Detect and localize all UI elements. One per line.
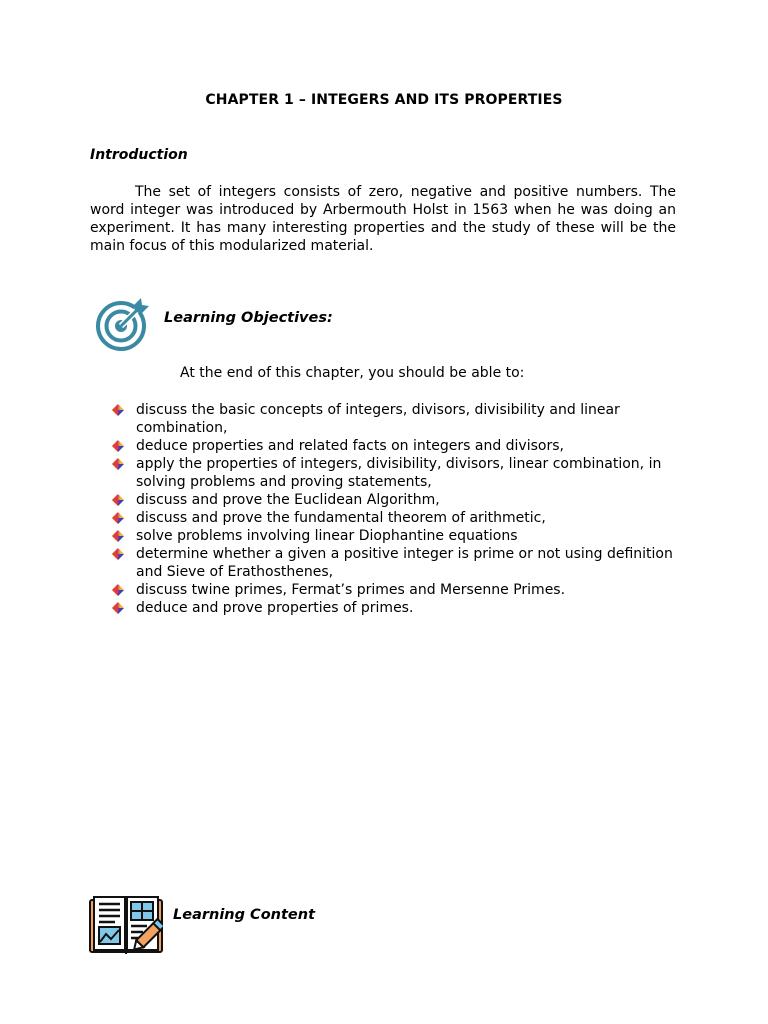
- objective-text: discuss twine primes, Fermat’s primes and Mersenne Primes.: [136, 582, 566, 598]
- objective-item: [112, 599, 682, 617]
- diamond-bullet-icon: [112, 494, 124, 506]
- objective-item: [112, 491, 682, 509]
- objective-item: [112, 545, 682, 581]
- objective-item: [112, 401, 682, 437]
- introduction-paragraph: The set of integers consists of zero, negative and positive numbers. The word integer was introduced by Arbermouth Holst in 1563 when he was doing an experiment. It has many interesting properties and the study of these will be the main focus of this modularized material.: [90, 184, 676, 254]
- objective-item: [112, 437, 682, 455]
- objective-text: apply the properties of integers, divisibility, divisors, linear combination, in solving problems and proving statements,: [136, 456, 662, 490]
- objective-text: determine whether a given a positive integer is prime or not using definition and Sieve of Erathosthenes,: [136, 546, 673, 580]
- introduction-heading: Introduction: [90, 147, 188, 163]
- diamond-bullet-icon: [112, 530, 124, 542]
- objective-item: [112, 527, 682, 545]
- diamond-bullet-icon: [112, 602, 124, 614]
- objective-item: [112, 581, 682, 599]
- diamond-bullet-icon: [112, 440, 124, 452]
- diamond-bullet-icon: [112, 404, 124, 416]
- diamond-bullet-icon: [112, 458, 124, 470]
- objective-text: deduce and prove properties of primes.: [136, 600, 414, 616]
- target-icon: [94, 297, 150, 353]
- diamond-bullet-icon: [112, 584, 124, 596]
- objectives-list: [112, 401, 682, 617]
- diamond-bullet-icon: [112, 512, 124, 524]
- chapter-title: CHAPTER 1 – INTEGERS AND ITS PROPERTIES: [205, 92, 563, 108]
- objective-item: [112, 509, 682, 527]
- learning-objectives-heading: Learning Objectives:: [164, 310, 333, 326]
- objective-text: deduce properties and related facts on integers and divisors,: [136, 438, 564, 454]
- learning-content-heading: Learning Content: [173, 907, 315, 923]
- objective-text: discuss the basic concepts of integers, divisors, divisibility and linear combination,: [136, 402, 620, 436]
- objective-text: discuss and prove the fundamental theorem of arithmetic,: [136, 510, 546, 526]
- objective-text: solve problems involving linear Diophantine equations: [136, 528, 518, 544]
- objective-text: discuss and prove the Euclidean Algorithm,: [136, 492, 440, 508]
- diamond-bullet-icon: [112, 548, 124, 560]
- learning-objectives-intro: At the end of this chapter, you should be able to:: [180, 365, 525, 381]
- objective-item: [112, 455, 682, 491]
- open-book-pencil-icon: [89, 896, 163, 956]
